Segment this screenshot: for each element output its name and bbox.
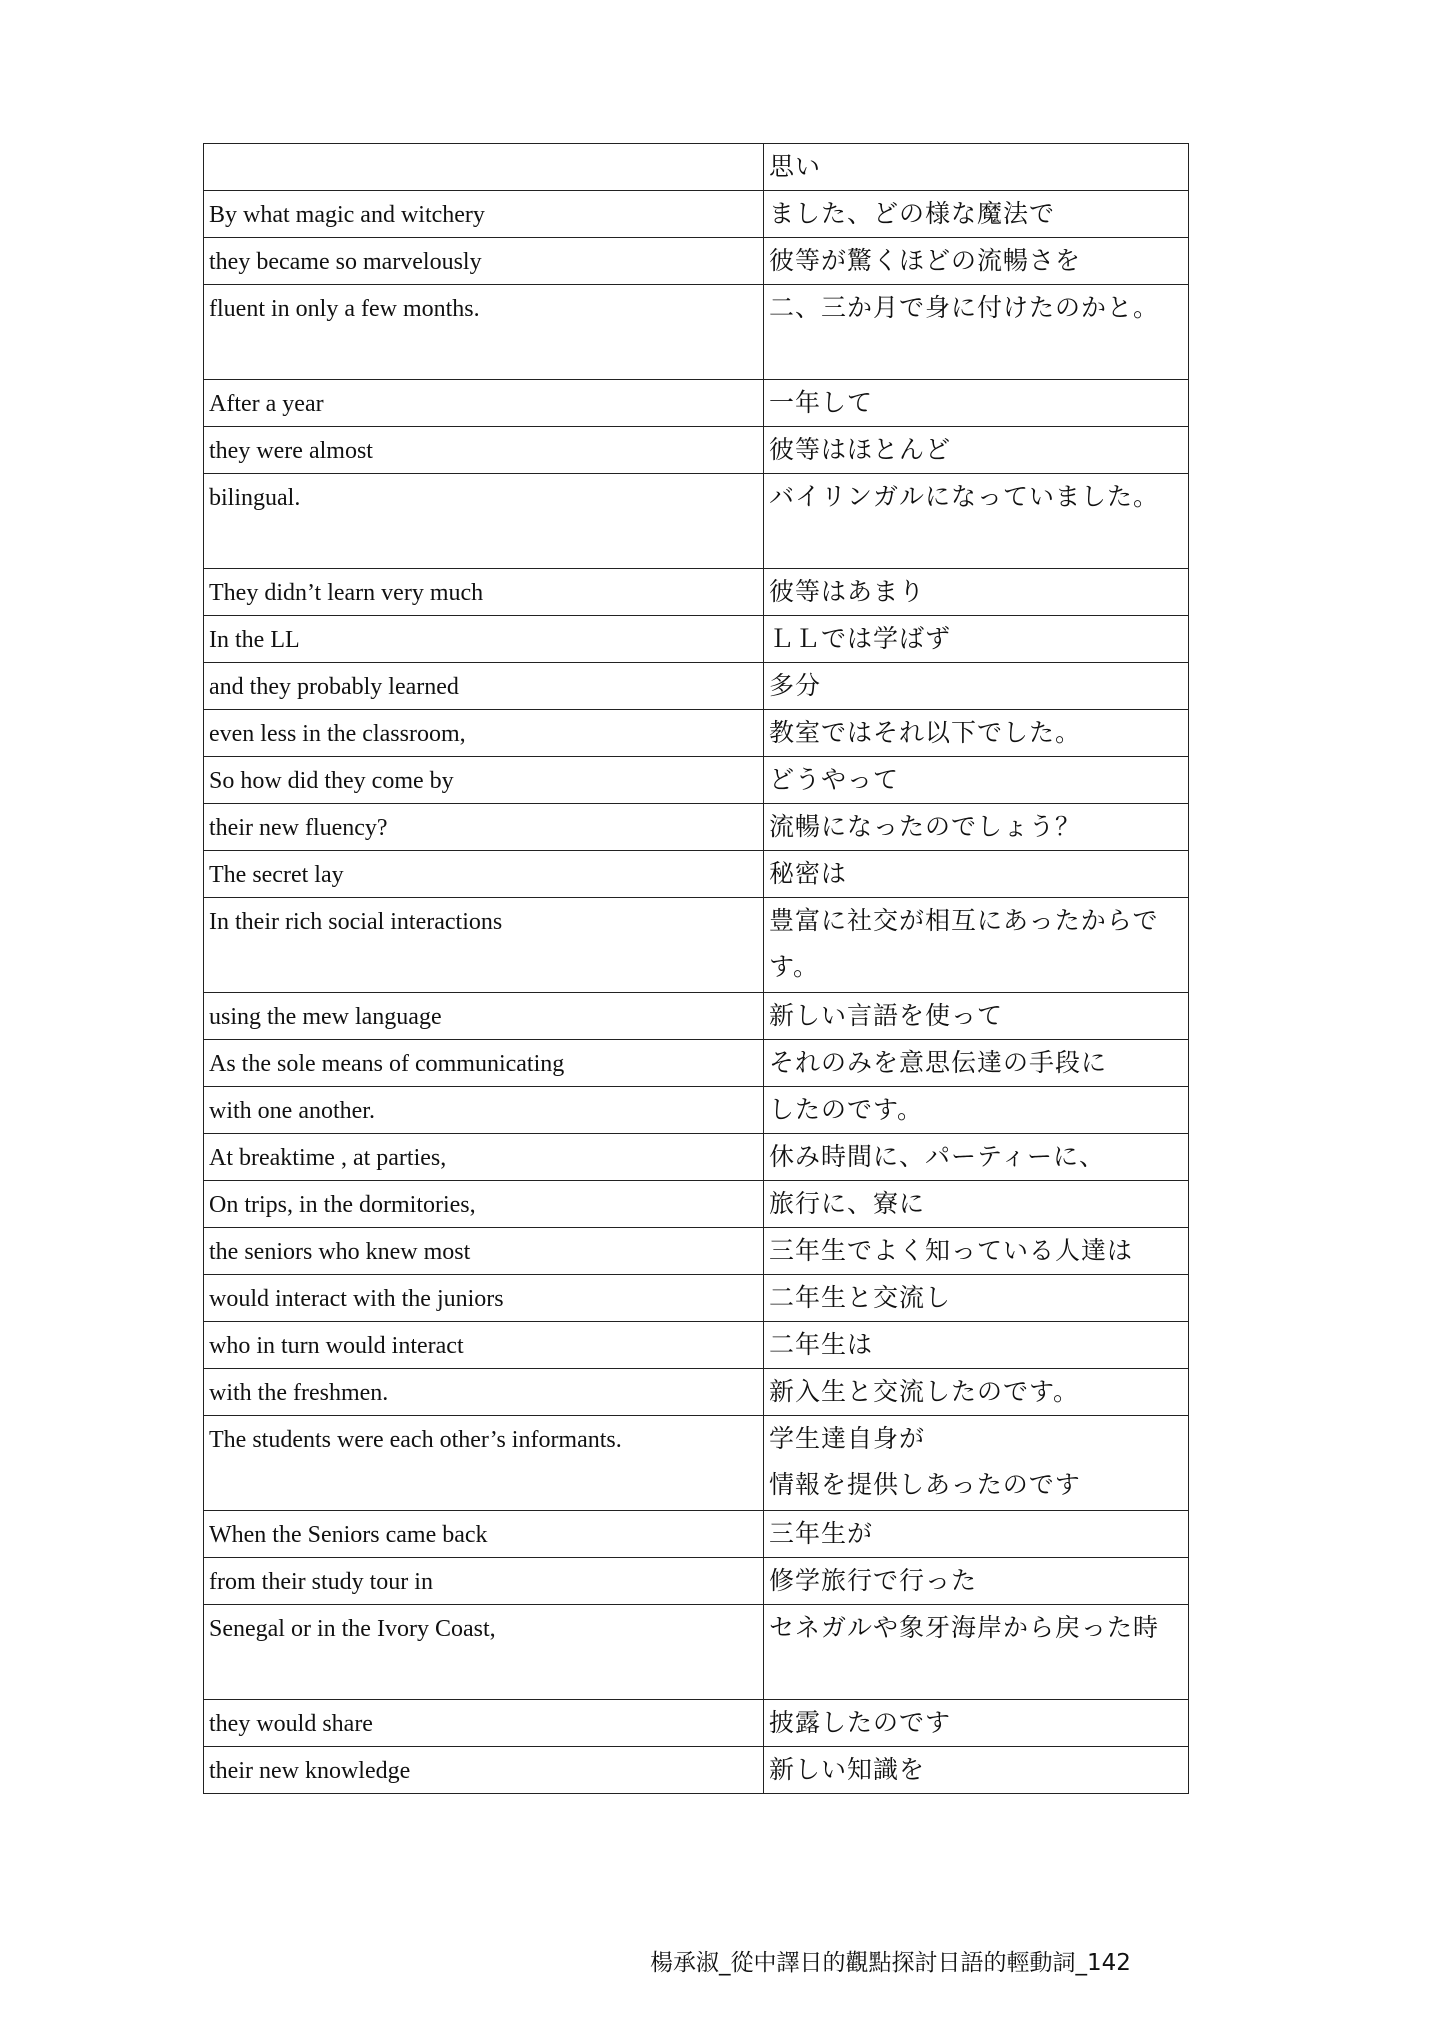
- japanese-cell: 二、三か月で身に付けたのかと。: [764, 285, 1189, 380]
- table-body: [204, 144, 1189, 1794]
- table-row: [204, 993, 1189, 1040]
- table-row: [204, 1275, 1189, 1322]
- english-cell: they became so marvelously: [204, 238, 764, 285]
- japanese-cell: 休み時間に、パーティーに、: [764, 1134, 1189, 1181]
- table-row: [204, 1134, 1189, 1181]
- japanese-cell: 二年生は: [764, 1322, 1189, 1369]
- english-cell: At breaktime , at parties,: [204, 1134, 764, 1181]
- english-cell: fluent in only a few months.: [204, 285, 764, 380]
- table-row: [204, 1511, 1189, 1558]
- english-cell: their new fluency?: [204, 804, 764, 851]
- table-row: [204, 1322, 1189, 1369]
- english-cell: In their rich social interactions: [204, 898, 764, 993]
- japanese-cell: バイリンガルになっていました。: [764, 474, 1189, 569]
- english-cell: with the freshmen.: [204, 1369, 764, 1416]
- english-cell: even less in the classroom,: [204, 710, 764, 757]
- japanese-cell: ました、どの様な魔法で: [764, 191, 1189, 238]
- japanese-cell: 秘密は: [764, 851, 1189, 898]
- english-cell: Senegal or in the Ivory Coast,: [204, 1605, 764, 1700]
- table-row: [204, 663, 1189, 710]
- english-cell: By what magic and witchery: [204, 191, 764, 238]
- japanese-cell: 思い: [764, 144, 1189, 191]
- japanese-cell: 彼等はほとんど: [764, 427, 1189, 474]
- japanese-cell: 二年生と交流し: [764, 1275, 1189, 1322]
- english-cell: their new knowledge: [204, 1747, 764, 1794]
- table-row: [204, 427, 1189, 474]
- table-row: [204, 1087, 1189, 1134]
- english-cell: they were almost: [204, 427, 764, 474]
- table-row: [204, 191, 1189, 238]
- english-cell: who in turn would interact: [204, 1322, 764, 1369]
- table-row: [204, 1605, 1189, 1700]
- table-row: [204, 474, 1189, 569]
- table-row: [204, 1416, 1189, 1511]
- japanese-cell: それのみを意思伝達の手段に: [764, 1040, 1189, 1087]
- english-cell: The secret lay: [204, 851, 764, 898]
- japanese-cell: ＬＬでは学ばず: [764, 616, 1189, 663]
- table-row: [204, 1228, 1189, 1275]
- table-row: [204, 710, 1189, 757]
- japanese-cell: セネガルや象牙海岸から戻った時: [764, 1605, 1189, 1700]
- english-cell: using the mew language: [204, 993, 764, 1040]
- english-cell: would interact with the juniors: [204, 1275, 764, 1322]
- english-cell: they would share: [204, 1700, 764, 1747]
- table-row: [204, 569, 1189, 616]
- japanese-cell: 学生達自身が 情報を提供しあったのです: [764, 1416, 1189, 1511]
- english-cell: with one another.: [204, 1087, 764, 1134]
- table-row: [204, 1181, 1189, 1228]
- japanese-cell: 彼等はあまり: [764, 569, 1189, 616]
- english-cell: On trips, in the dormitories,: [204, 1181, 764, 1228]
- table-row: [204, 616, 1189, 663]
- table-row: [204, 1040, 1189, 1087]
- japanese-cell: 三年生が: [764, 1511, 1189, 1558]
- table-row: [204, 757, 1189, 804]
- translation-table: [203, 143, 1189, 1794]
- table-row: [204, 238, 1189, 285]
- japanese-cell: 新入生と交流したのです。: [764, 1369, 1189, 1416]
- japanese-cell: 披露したのです: [764, 1700, 1189, 1747]
- japanese-cell: 新しい知識を: [764, 1747, 1189, 1794]
- english-cell: The students were each other’s informants.: [204, 1416, 764, 1511]
- table-row: [204, 1747, 1189, 1794]
- english-cell: So how did they come by: [204, 757, 764, 804]
- table-row: [204, 804, 1189, 851]
- english-cell: and they probably learned: [204, 663, 764, 710]
- table-row: [204, 380, 1189, 427]
- japanese-cell: 多分: [764, 663, 1189, 710]
- japanese-cell: 三年生でよく知っている人達は: [764, 1228, 1189, 1275]
- english-cell: the seniors who knew most: [204, 1228, 764, 1275]
- table-row: [204, 898, 1189, 993]
- english-cell: from their study tour in: [204, 1558, 764, 1605]
- japanese-cell: 流暢になったのでしょう？: [764, 804, 1189, 851]
- table-row: [204, 851, 1189, 898]
- english-cell: They didn’t learn very much: [204, 569, 764, 616]
- japanese-cell: 彼等が驚くほどの流暢さを: [764, 238, 1189, 285]
- japanese-cell: 修学旅行で行った: [764, 1558, 1189, 1605]
- japanese-cell: どうやって: [764, 757, 1189, 804]
- japanese-cell: 一年して: [764, 380, 1189, 427]
- english-cell: When the Seniors came back: [204, 1511, 764, 1558]
- japanese-cell: 新しい言語を使って: [764, 993, 1189, 1040]
- japanese-cell: 豊富に社交が相互にあったからです。: [764, 898, 1189, 993]
- english-cell: In the LL: [204, 616, 764, 663]
- english-cell: As the sole means of communicating: [204, 1040, 764, 1087]
- japanese-cell: 教室ではそれ以下でした。: [764, 710, 1189, 757]
- table-row: [204, 1558, 1189, 1605]
- table-row: [204, 1700, 1189, 1747]
- page-footer: 楊承淑_從中譯日的觀點探討日語的輕動詞_142: [650, 1950, 1131, 1976]
- english-cell: [204, 144, 764, 191]
- japanese-cell: 旅行に、寮に: [764, 1181, 1189, 1228]
- table-row: [204, 144, 1189, 191]
- english-cell: After a year: [204, 380, 764, 427]
- table-row: [204, 1369, 1189, 1416]
- english-cell: bilingual.: [204, 474, 764, 569]
- japanese-cell: したのです。: [764, 1087, 1189, 1134]
- table-row: [204, 285, 1189, 380]
